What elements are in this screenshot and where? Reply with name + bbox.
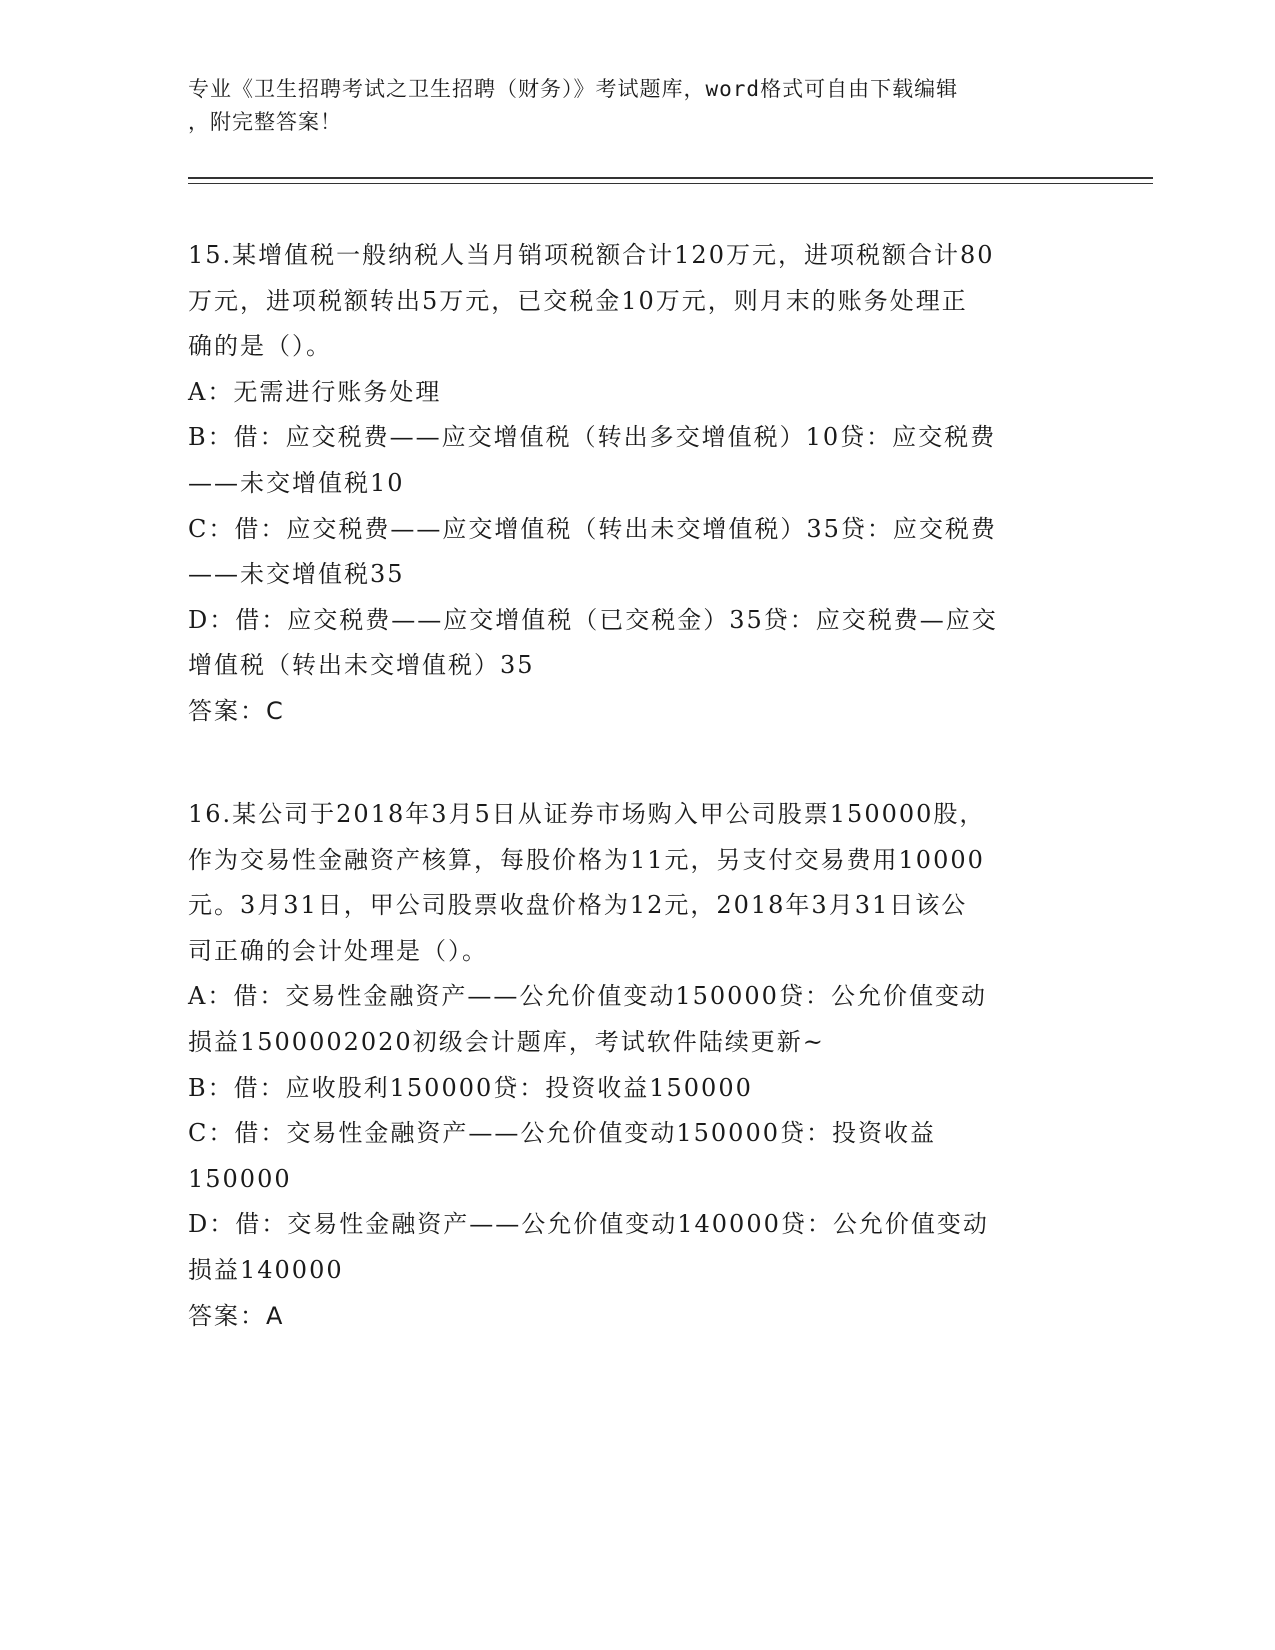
option-b-continued: ——未交增值税10	[188, 468, 405, 497]
option-d-continued: 损益140000	[188, 1255, 344, 1284]
question-16	[188, 792, 1088, 1339]
option-d-continued: 增值税（转出未交增值税）35	[188, 651, 535, 680]
question-15	[188, 233, 1088, 735]
header-line: 专业《卫生招聘考试之卫生招聘（财务）》考试题库，word格式可自由下载编辑	[188, 77, 959, 101]
option-c-continued: ——未交增值税35	[188, 560, 405, 589]
answer: 答案：A	[188, 1301, 285, 1330]
answer: 答案：C	[188, 696, 285, 725]
option-b: B：借：应交税费——应交增值税（转出多交增值税）10贷：应交税费	[188, 423, 997, 452]
option-b: B：借：应收股利150000贷：投资收益150000	[188, 1073, 753, 1102]
question-stem-line: 确的是（）。	[188, 332, 332, 361]
question-stem-line: 元。3月31日，甲公司股票收盘价格为12元，2018年3月31日该公	[188, 891, 968, 920]
option-a: A：借：交易性金融资产——公允价值变动150000贷：公允价值变动	[188, 982, 987, 1011]
option-d: D：借：交易性金融资产——公允价值变动140000贷：公允价值变动	[188, 1210, 989, 1239]
option-c-continued: 150000	[188, 1164, 292, 1193]
header-line: ，附完整答案！	[188, 110, 342, 134]
option-c: C：借：交易性金融资产——公允价值变动150000贷：投资收益	[188, 1119, 936, 1148]
question-stem-line: 作为交易性金融资产核算，每股价格为11元，另支付交易费用10000	[188, 845, 985, 874]
option-d: D：借：应交税费——应交增值税（已交税金）35贷：应交税费—应交	[188, 605, 998, 634]
option-c: C：借：应交税费——应交增值税（转出未交增值税）35贷：应交税费	[188, 514, 997, 543]
question-stem-line: 16.某公司于2018年3月5日从证券市场购入甲公司股票150000股，	[188, 800, 986, 828]
question-stem-line: 司正确的会计处理是（）。	[188, 936, 488, 965]
option-a: A：无需进行账务处理	[188, 377, 442, 406]
header-divider	[188, 177, 1153, 179]
question-stem-line: 万元，进项税额转出5万元，已交税金10万元，则月末的账务处理正	[188, 286, 968, 315]
document-header	[188, 73, 1088, 139]
question-stem-line: 15.某增值税一般纳税人当月销项税额合计120万元，进项税额合计80	[188, 241, 995, 269]
header-divider	[188, 183, 1153, 184]
option-a-continued: 损益1500002020初级会计题库，考试软件陆续更新~	[188, 1027, 825, 1056]
